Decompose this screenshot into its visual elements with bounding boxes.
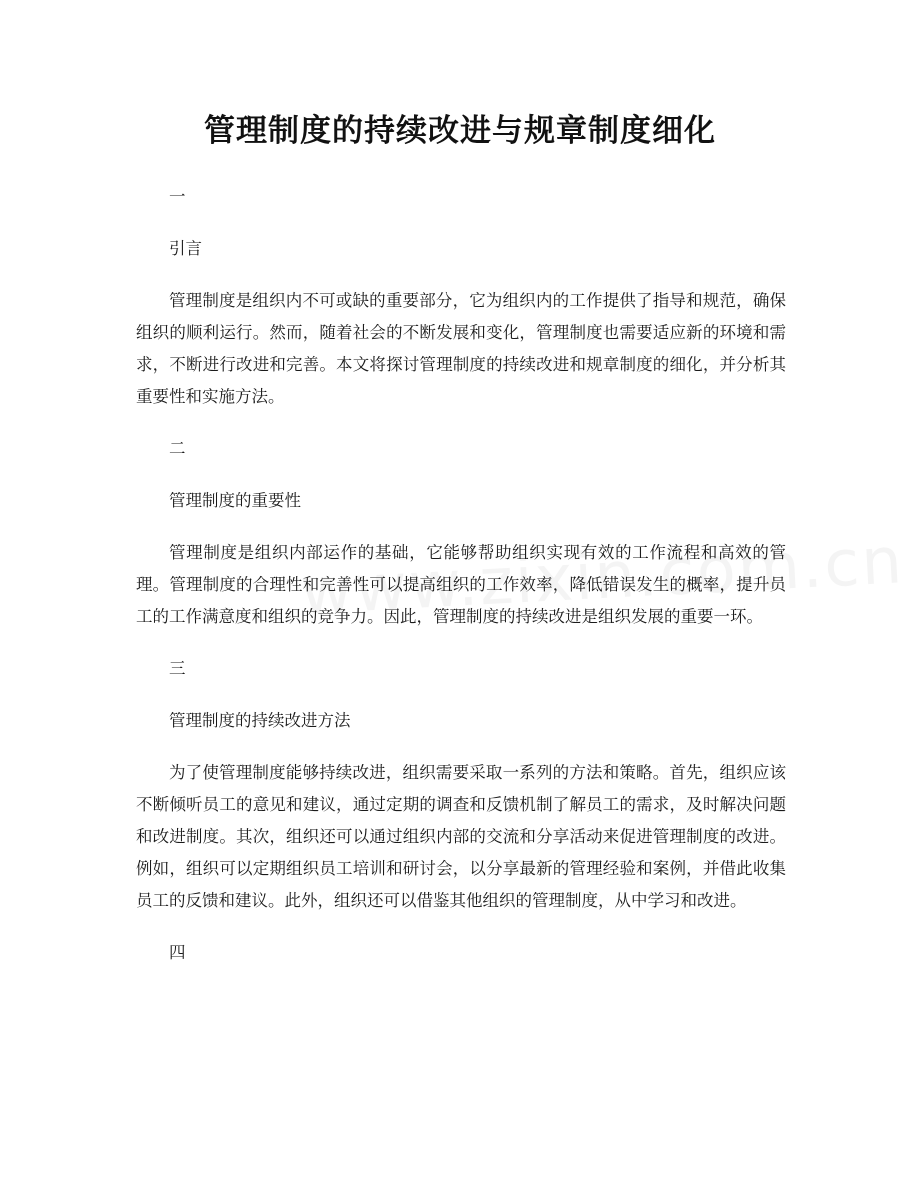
section-paragraph-3: 为了使管理制度能够持续改进，组织需要采取一系列的方法和策略。首先，组织应该不断倾听员工的意见和建议，通过定期的调查和反馈机制了解员工的需求，及时解决问题和改进制度。其次，组织还可以通过组织内部的交流和分享活动来促进管理制度的改进。例如，组织可以定期组织员工培训和研讨会，以分享最新的管理经验和案例，并借此收集员工的反馈和建议。此外，组织还可以借鉴其他组织的管理制度，从中学习和改进。 bbox=[136, 763, 786, 910]
section-number-1: 一 bbox=[169, 187, 186, 206]
section-heading-3: 管理制度的持续改进方法 bbox=[169, 711, 351, 730]
document-title: 管理制度的持续改进与规章制度细化 bbox=[204, 113, 716, 149]
document-body bbox=[136, 181, 786, 969]
section-heading-2: 管理制度的重要性 bbox=[169, 491, 301, 510]
section-number-4: 四 bbox=[169, 943, 186, 962]
section-paragraph-1: 管理制度是组织内不可或缺的重要部分，它为组织内的工作提供了指导和规范，确保组织的顺利运行。然而，随着社会的不断发展和变化，管理制度也需要适应新的环境和需求，不断进行改进和完善。本文将探讨管理制度的持续改进和规章制度的细化，并分析其重要性和实施方法。 bbox=[136, 291, 786, 406]
section-number-2: 二 bbox=[169, 439, 186, 458]
section-paragraph-2: 管理制度是组织内部运作的基础，它能够帮助组织实现有效的工作流程和高效的管理。管理制度的合理性和完善性可以提高组织的工作效率，降低错误发生的概率，提升员工的工作满意度和组织的竞争力。因此，管理制度的持续改进是组织发展的重要一环。 bbox=[136, 543, 786, 626]
section-heading-1: 引言 bbox=[169, 239, 202, 258]
section-number-3: 三 bbox=[169, 659, 186, 678]
